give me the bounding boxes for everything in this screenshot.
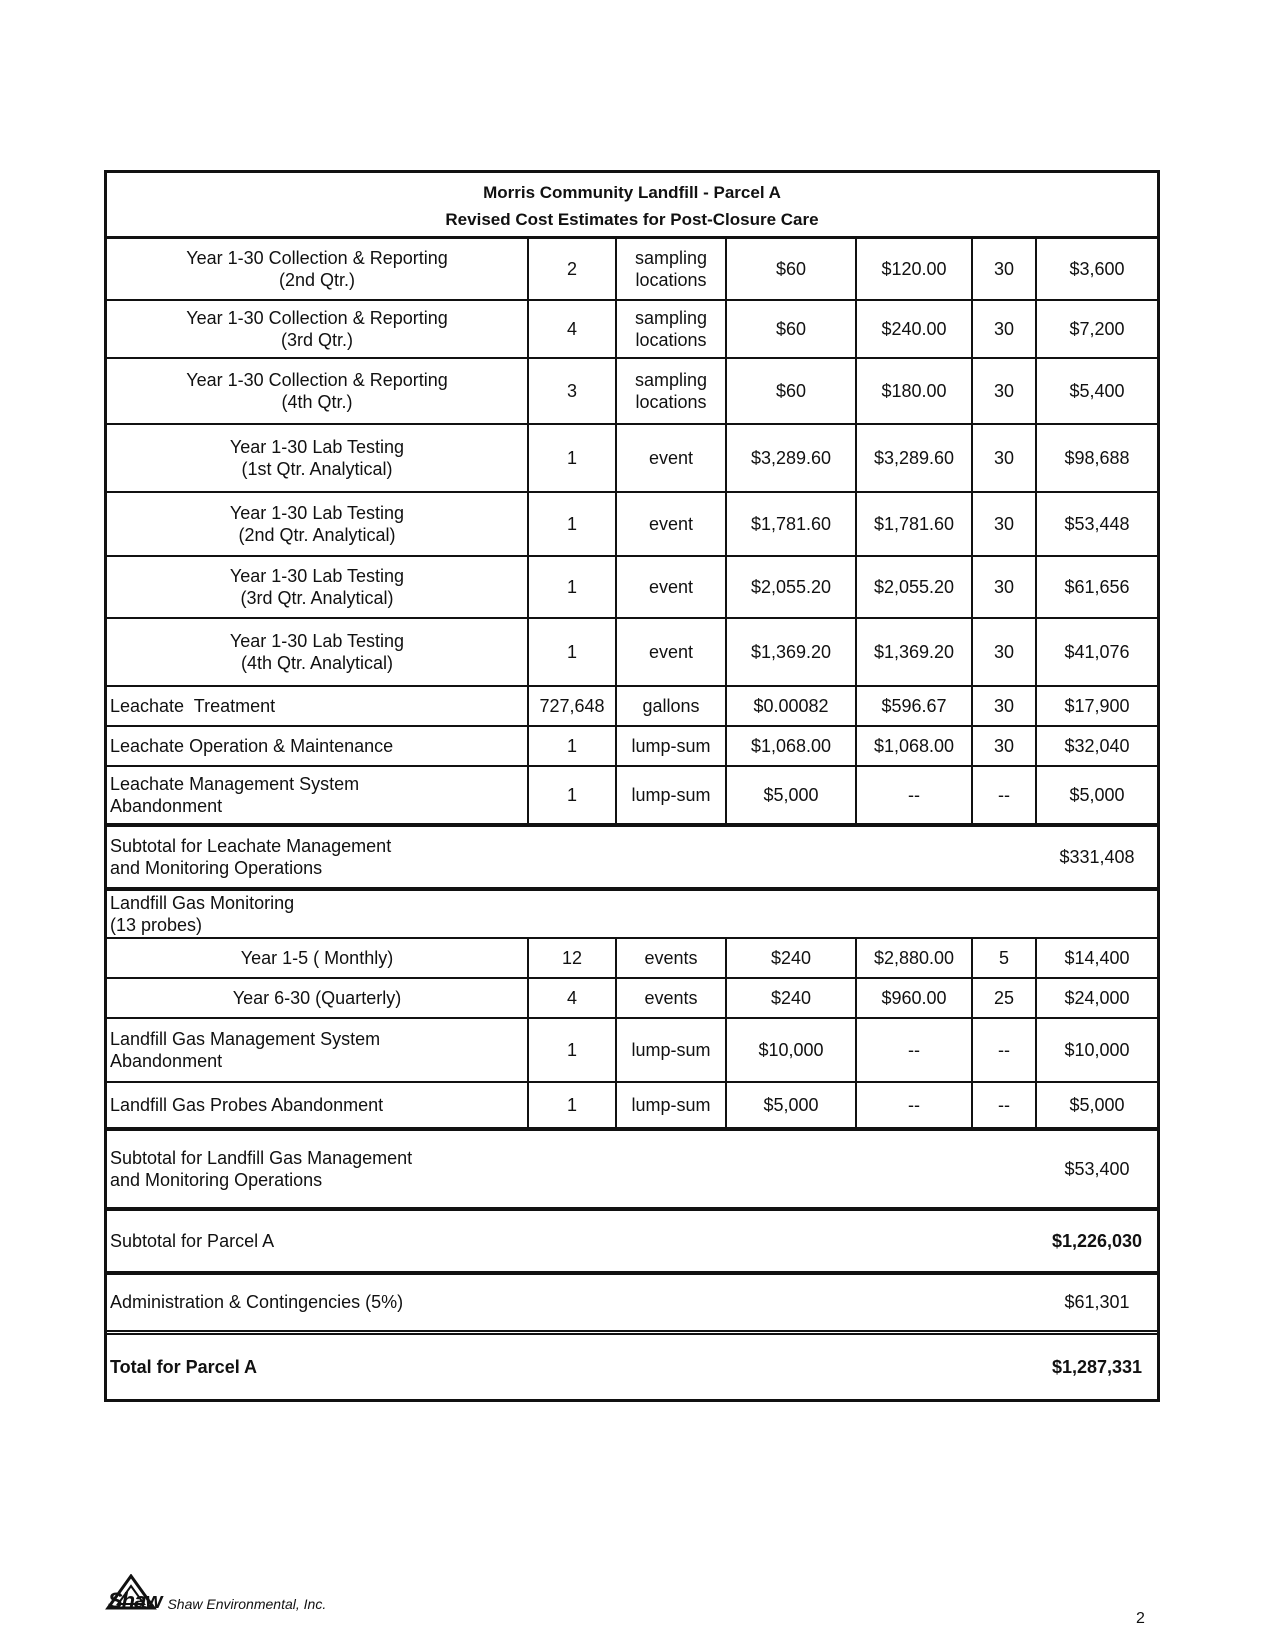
item-quantity: 2: [529, 239, 617, 299]
admin-label: Administration & Contingencies (5%): [110, 1292, 404, 1313]
table-title-block: [107, 173, 1157, 239]
item-unit: events: [617, 939, 727, 977]
item-years: 30: [973, 493, 1037, 555]
item-annual-cost: --: [857, 1019, 973, 1081]
table-row: [107, 239, 1157, 301]
item-quantity: 1: [529, 727, 617, 765]
table-row: [107, 727, 1157, 767]
item-unit-price: $1,369.20: [727, 619, 857, 685]
item-annual-cost: --: [857, 1083, 973, 1127]
shaw-triangle-icon: [104, 1574, 158, 1614]
item-description: Leachate Operation & Maintenance: [107, 727, 529, 765]
item-unit: lump-sum: [617, 767, 727, 823]
table-row: [107, 939, 1157, 979]
item-annual-cost: $120.00: [857, 239, 973, 299]
table-row: [107, 1083, 1157, 1131]
item-description: Year 1-30 Collection & Reporting (2nd Qtr.): [107, 239, 529, 299]
item-unit: event: [617, 619, 727, 685]
item-unit-price: $240: [727, 939, 857, 977]
subtotal-parcel-row: [107, 1211, 1157, 1275]
item-description: Landfill Gas Management System Abandonment: [107, 1019, 529, 1081]
item-quantity: 1: [529, 425, 617, 491]
item-annual-cost: $2,055.20: [857, 557, 973, 617]
grand-total-value: $1,287,331: [1051, 1356, 1143, 1377]
item-description: Year 1-30 Collection & Reporting (4th Qtr.): [107, 359, 529, 423]
item-total: $17,900: [1064, 695, 1130, 716]
item-unit: sampling locations: [617, 359, 727, 423]
item-years: 25: [973, 979, 1037, 1017]
item-unit-price: $2,055.20: [727, 557, 857, 617]
item-quantity: 4: [529, 301, 617, 357]
item-annual-cost: $596.67: [857, 687, 973, 725]
item-description: Year 1-30 Lab Testing (2nd Qtr. Analytical): [107, 493, 529, 555]
table-row: [107, 493, 1157, 557]
subtotal-leachate-label: Subtotal for Leachate Management and Monitoring Operations: [110, 835, 392, 878]
item-description: Year 6-30 (Quarterly): [107, 979, 529, 1017]
subtotal-parcel-value: $1,226,030: [1051, 1230, 1143, 1251]
item-total: $61,656: [1064, 576, 1130, 597]
item-quantity: 3: [529, 359, 617, 423]
item-unit-price: $60: [727, 359, 857, 423]
item-unit-price: $1,068.00: [727, 727, 857, 765]
subtotal-leachate-value: $331,408: [1059, 846, 1135, 867]
item-unit-price: $240: [727, 979, 857, 1017]
item-unit: event: [617, 557, 727, 617]
item-unit: event: [617, 493, 727, 555]
item-years: --: [973, 767, 1037, 823]
grand-total-row: [107, 1335, 1157, 1399]
item-quantity: 1: [529, 1019, 617, 1081]
table-row: [107, 619, 1157, 687]
item-unit: events: [617, 979, 727, 1017]
grand-total-label: Total for Parcel A: [110, 1356, 258, 1377]
item-annual-cost: $960.00: [857, 979, 973, 1017]
item-annual-cost: --: [857, 767, 973, 823]
item-unit-price: $0.00082: [727, 687, 857, 725]
item-years: 5: [973, 939, 1037, 977]
item-total: $3,600: [1069, 258, 1125, 279]
item-total: $53,448: [1064, 513, 1130, 534]
item-description: Leachate Treatment: [107, 687, 529, 725]
item-quantity: 1: [529, 619, 617, 685]
item-total: $5,000: [1069, 1094, 1125, 1115]
table-row: [107, 557, 1157, 619]
item-total: $5,400: [1069, 380, 1125, 401]
item-total: $14,400: [1064, 947, 1130, 968]
item-total: $7,200: [1069, 318, 1125, 339]
item-unit: lump-sum: [617, 1083, 727, 1127]
item-description: Year 1-5 ( Monthly): [107, 939, 529, 977]
table-row: [107, 687, 1157, 727]
item-description: Year 1-30 Lab Testing (1st Qtr. Analytical): [107, 425, 529, 491]
item-annual-cost: $180.00: [857, 359, 973, 423]
item-unit-price: $60: [727, 239, 857, 299]
gas-monitoring-header-row: [107, 891, 1157, 939]
item-annual-cost: $1,068.00: [857, 727, 973, 765]
item-unit: gallons: [617, 687, 727, 725]
subtotal-leachate-row: [107, 827, 1157, 891]
item-annual-cost: $1,369.20: [857, 619, 973, 685]
item-annual-cost: $240.00: [857, 301, 973, 357]
item-quantity: 1: [529, 1083, 617, 1127]
cost-estimate-table: [104, 170, 1160, 1402]
item-years: 30: [973, 557, 1037, 617]
item-years: 30: [973, 425, 1037, 491]
item-quantity: 12: [529, 939, 617, 977]
item-years: 30: [973, 359, 1037, 423]
item-annual-cost: $1,781.60: [857, 493, 973, 555]
item-description: Year 1-30 Lab Testing (3rd Qtr. Analytical): [107, 557, 529, 617]
item-description: Year 1-30 Lab Testing (4th Qtr. Analytical): [107, 619, 529, 685]
item-total: $32,040: [1064, 735, 1130, 756]
item-annual-cost: $3,289.60: [857, 425, 973, 491]
item-quantity: 1: [529, 767, 617, 823]
item-unit: event: [617, 425, 727, 491]
item-years: 30: [973, 239, 1037, 299]
item-unit-price: $10,000: [727, 1019, 857, 1081]
subtotal-gas-row: [107, 1131, 1157, 1211]
company-name: Shaw Environmental, Inc.: [167, 1596, 327, 1612]
item-years: --: [973, 1019, 1037, 1081]
item-quantity: 727,648: [529, 687, 617, 725]
table-title: Morris Community Landfill - Parcel A: [483, 183, 781, 202]
page-number: 2: [1136, 1610, 1145, 1627]
subtotal-gas-value: $53,400: [1064, 1158, 1130, 1179]
item-years: 30: [973, 687, 1037, 725]
item-quantity: 4: [529, 979, 617, 1017]
item-annual-cost: $2,880.00: [857, 939, 973, 977]
item-unit-price: $5,000: [727, 1083, 857, 1127]
item-years: --: [973, 1083, 1037, 1127]
table-row: [107, 1019, 1157, 1083]
admin-row: [107, 1275, 1157, 1335]
subtotal-gas-label: Subtotal for Landfill Gas Management and Monitoring Operations: [110, 1147, 413, 1190]
table-row: [107, 359, 1157, 425]
item-unit-price: $5,000: [727, 767, 857, 823]
table-row: [107, 425, 1157, 493]
shaw-logo: [104, 1574, 326, 1614]
item-unit-price: $3,289.60: [727, 425, 857, 491]
item-unit: sampling locations: [617, 239, 727, 299]
item-description: Leachate Management System Abandonment: [107, 767, 529, 823]
item-unit: lump-sum: [617, 727, 727, 765]
item-unit: sampling locations: [617, 301, 727, 357]
table-row: [107, 767, 1157, 827]
item-unit-price: $1,781.60: [727, 493, 857, 555]
item-unit-price: $60: [727, 301, 857, 357]
logo-wordmark: Shaw: [108, 1588, 162, 1613]
item-years: 30: [973, 727, 1037, 765]
table-row: [107, 301, 1157, 359]
item-total: $24,000: [1064, 987, 1130, 1008]
item-description: Landfill Gas Probes Abandonment: [107, 1083, 529, 1127]
item-quantity: 1: [529, 557, 617, 617]
item-unit: lump-sum: [617, 1019, 727, 1081]
item-years: 30: [973, 619, 1037, 685]
item-total: $5,000: [1069, 784, 1125, 805]
item-description: Year 1-30 Collection & Reporting (3rd Qtr.): [107, 301, 529, 357]
gas-monitoring-header: Landfill Gas Monitoring (13 probes): [110, 892, 295, 935]
item-total: $10,000: [1064, 1039, 1130, 1060]
item-quantity: 1: [529, 493, 617, 555]
table-subtitle: Revised Cost Estimates for Post-Closure Care: [445, 210, 819, 229]
item-years: 30: [973, 301, 1037, 357]
item-total: $98,688: [1064, 447, 1130, 468]
table-row: [107, 979, 1157, 1019]
item-total: $41,076: [1064, 641, 1130, 662]
subtotal-parcel-label: Subtotal for Parcel A: [110, 1230, 275, 1251]
admin-value: $61,301: [1064, 1292, 1130, 1313]
